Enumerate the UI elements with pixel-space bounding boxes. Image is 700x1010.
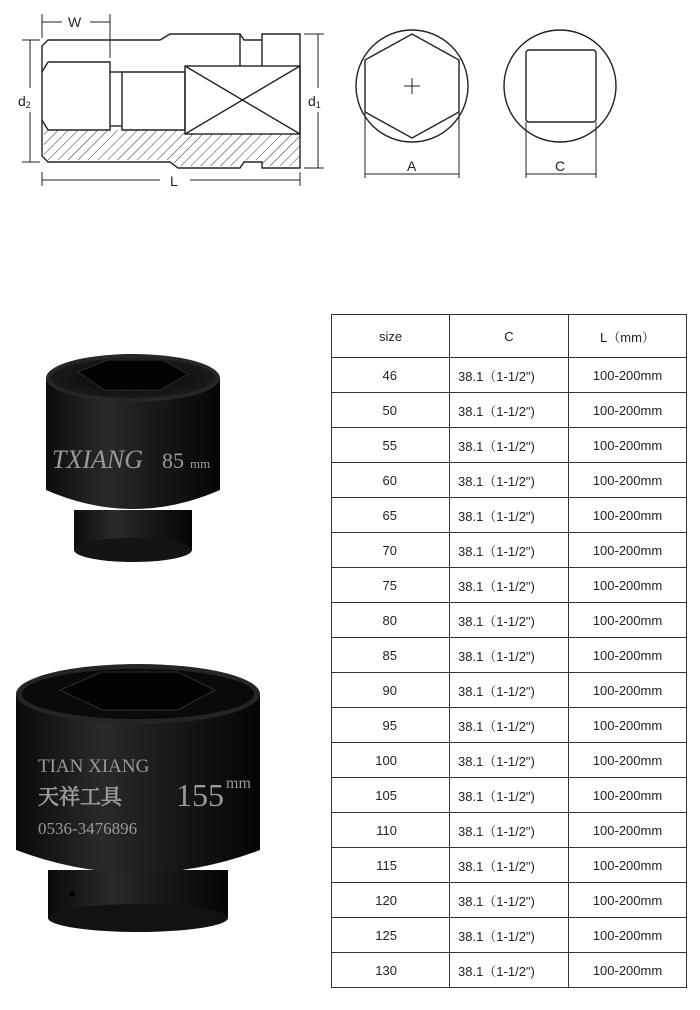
table-row <box>332 673 687 708</box>
table-row <box>332 463 687 498</box>
table-row <box>332 428 687 463</box>
spec-table <box>331 314 687 988</box>
table-row <box>332 953 687 988</box>
cell-l: 100-200mm <box>569 848 687 883</box>
hex-end-view <box>356 30 468 178</box>
cell-size: 105 <box>332 778 450 813</box>
cell-c: 38.1（1-1/2") <box>450 358 569 393</box>
cell-size: 55 <box>332 428 450 463</box>
cell-size: 90 <box>332 673 450 708</box>
cell-size: 95 <box>332 708 450 743</box>
cell-c: 38.1（1-1/2") <box>450 393 569 428</box>
cell-l: 100-200mm <box>569 813 687 848</box>
small-socket-brand: TXIANG <box>52 445 143 474</box>
cell-l: 100-200mm <box>569 498 687 533</box>
table-row <box>332 743 687 778</box>
label-l: L <box>170 173 178 189</box>
label-d2: d2 <box>18 93 31 110</box>
cell-c: 38.1（1-1/2") <box>450 708 569 743</box>
cell-size: 80 <box>332 603 450 638</box>
large-socket-phone: 0536-3476896 <box>38 819 138 838</box>
cell-size: 70 <box>332 533 450 568</box>
label-w: W <box>68 14 82 30</box>
cell-size: 125 <box>332 918 450 953</box>
header-c: C <box>450 315 569 358</box>
cell-l: 100-200mm <box>569 393 687 428</box>
large-socket-size: 155 <box>176 777 224 813</box>
cell-c: 38.1（1-1/2") <box>450 568 569 603</box>
cell-c: 38.1（1-1/2") <box>450 813 569 848</box>
cell-l: 100-200mm <box>569 708 687 743</box>
large-socket-brand: TIAN XIANG <box>38 756 150 777</box>
label-a: A <box>407 158 417 174</box>
table-row <box>332 848 687 883</box>
cell-size: 110 <box>332 813 450 848</box>
table-row <box>332 498 687 533</box>
cell-l: 100-200mm <box>569 778 687 813</box>
cell-c: 38.1（1-1/2") <box>450 428 569 463</box>
socket-photo-155mm <box>10 660 266 936</box>
cell-size: 46 <box>332 358 450 393</box>
table-row <box>332 638 687 673</box>
table-row <box>332 393 687 428</box>
cell-c: 38.1（1-1/2") <box>450 463 569 498</box>
table-row <box>332 708 687 743</box>
cell-l: 100-200mm <box>569 673 687 708</box>
small-socket-size: 85 <box>162 448 184 473</box>
cell-l: 100-200mm <box>569 638 687 673</box>
cell-size: 120 <box>332 883 450 918</box>
cell-l: 100-200mm <box>569 918 687 953</box>
cell-c: 38.1（1-1/2") <box>450 743 569 778</box>
cell-size: 65 <box>332 498 450 533</box>
large-socket-unit: mm <box>226 775 251 792</box>
label-d1: d1 <box>308 93 321 110</box>
cell-l: 100-200mm <box>569 358 687 393</box>
large-socket-chinese-name: 天祥工具 <box>38 784 122 809</box>
cell-c: 38.1（1-1/2") <box>450 603 569 638</box>
header-size: size <box>332 315 450 358</box>
cell-c: 38.1（1-1/2") <box>450 848 569 883</box>
table-row <box>332 568 687 603</box>
table-row <box>332 358 687 393</box>
label-c: C <box>555 158 566 174</box>
table-body <box>332 358 687 988</box>
table-row <box>332 883 687 918</box>
cell-size: 115 <box>332 848 450 883</box>
cell-c: 38.1（1-1/2") <box>450 673 569 708</box>
cell-c: 38.1（1-1/2") <box>450 778 569 813</box>
cell-size: 50 <box>332 393 450 428</box>
cell-l: 100-200mm <box>569 568 687 603</box>
cell-size: 100 <box>332 743 450 778</box>
table-row <box>332 918 687 953</box>
square-end-view <box>504 30 616 178</box>
table-row <box>332 533 687 568</box>
cell-l: 100-200mm <box>569 883 687 918</box>
cell-c: 38.1（1-1/2") <box>450 883 569 918</box>
section-hatch <box>44 130 300 166</box>
cell-c: 38.1（1-1/2") <box>450 638 569 673</box>
cell-l: 100-200mm <box>569 533 687 568</box>
cell-size: 85 <box>332 638 450 673</box>
cell-l: 100-200mm <box>569 603 687 638</box>
cell-c: 38.1（1-1/2") <box>450 918 569 953</box>
cell-size: 60 <box>332 463 450 498</box>
table-row <box>332 603 687 638</box>
cell-l: 100-200mm <box>569 953 687 988</box>
cell-l: 100-200mm <box>569 743 687 778</box>
cell-l: 100-200mm <box>569 428 687 463</box>
cell-c: 38.1（1-1/2") <box>450 953 569 988</box>
cell-size: 75 <box>332 568 450 603</box>
header-l: L（mm） <box>569 315 687 358</box>
socket-photo-85mm <box>38 350 228 568</box>
small-socket-unit: mm <box>190 456 211 471</box>
cell-size: 130 <box>332 953 450 988</box>
cell-l: 100-200mm <box>569 463 687 498</box>
table-row <box>332 778 687 813</box>
socket-technical-drawing <box>0 0 700 200</box>
cell-c: 38.1（1-1/2") <box>450 533 569 568</box>
table-header-row <box>332 315 687 358</box>
table-row <box>332 813 687 848</box>
cell-c: 38.1（1-1/2") <box>450 498 569 533</box>
